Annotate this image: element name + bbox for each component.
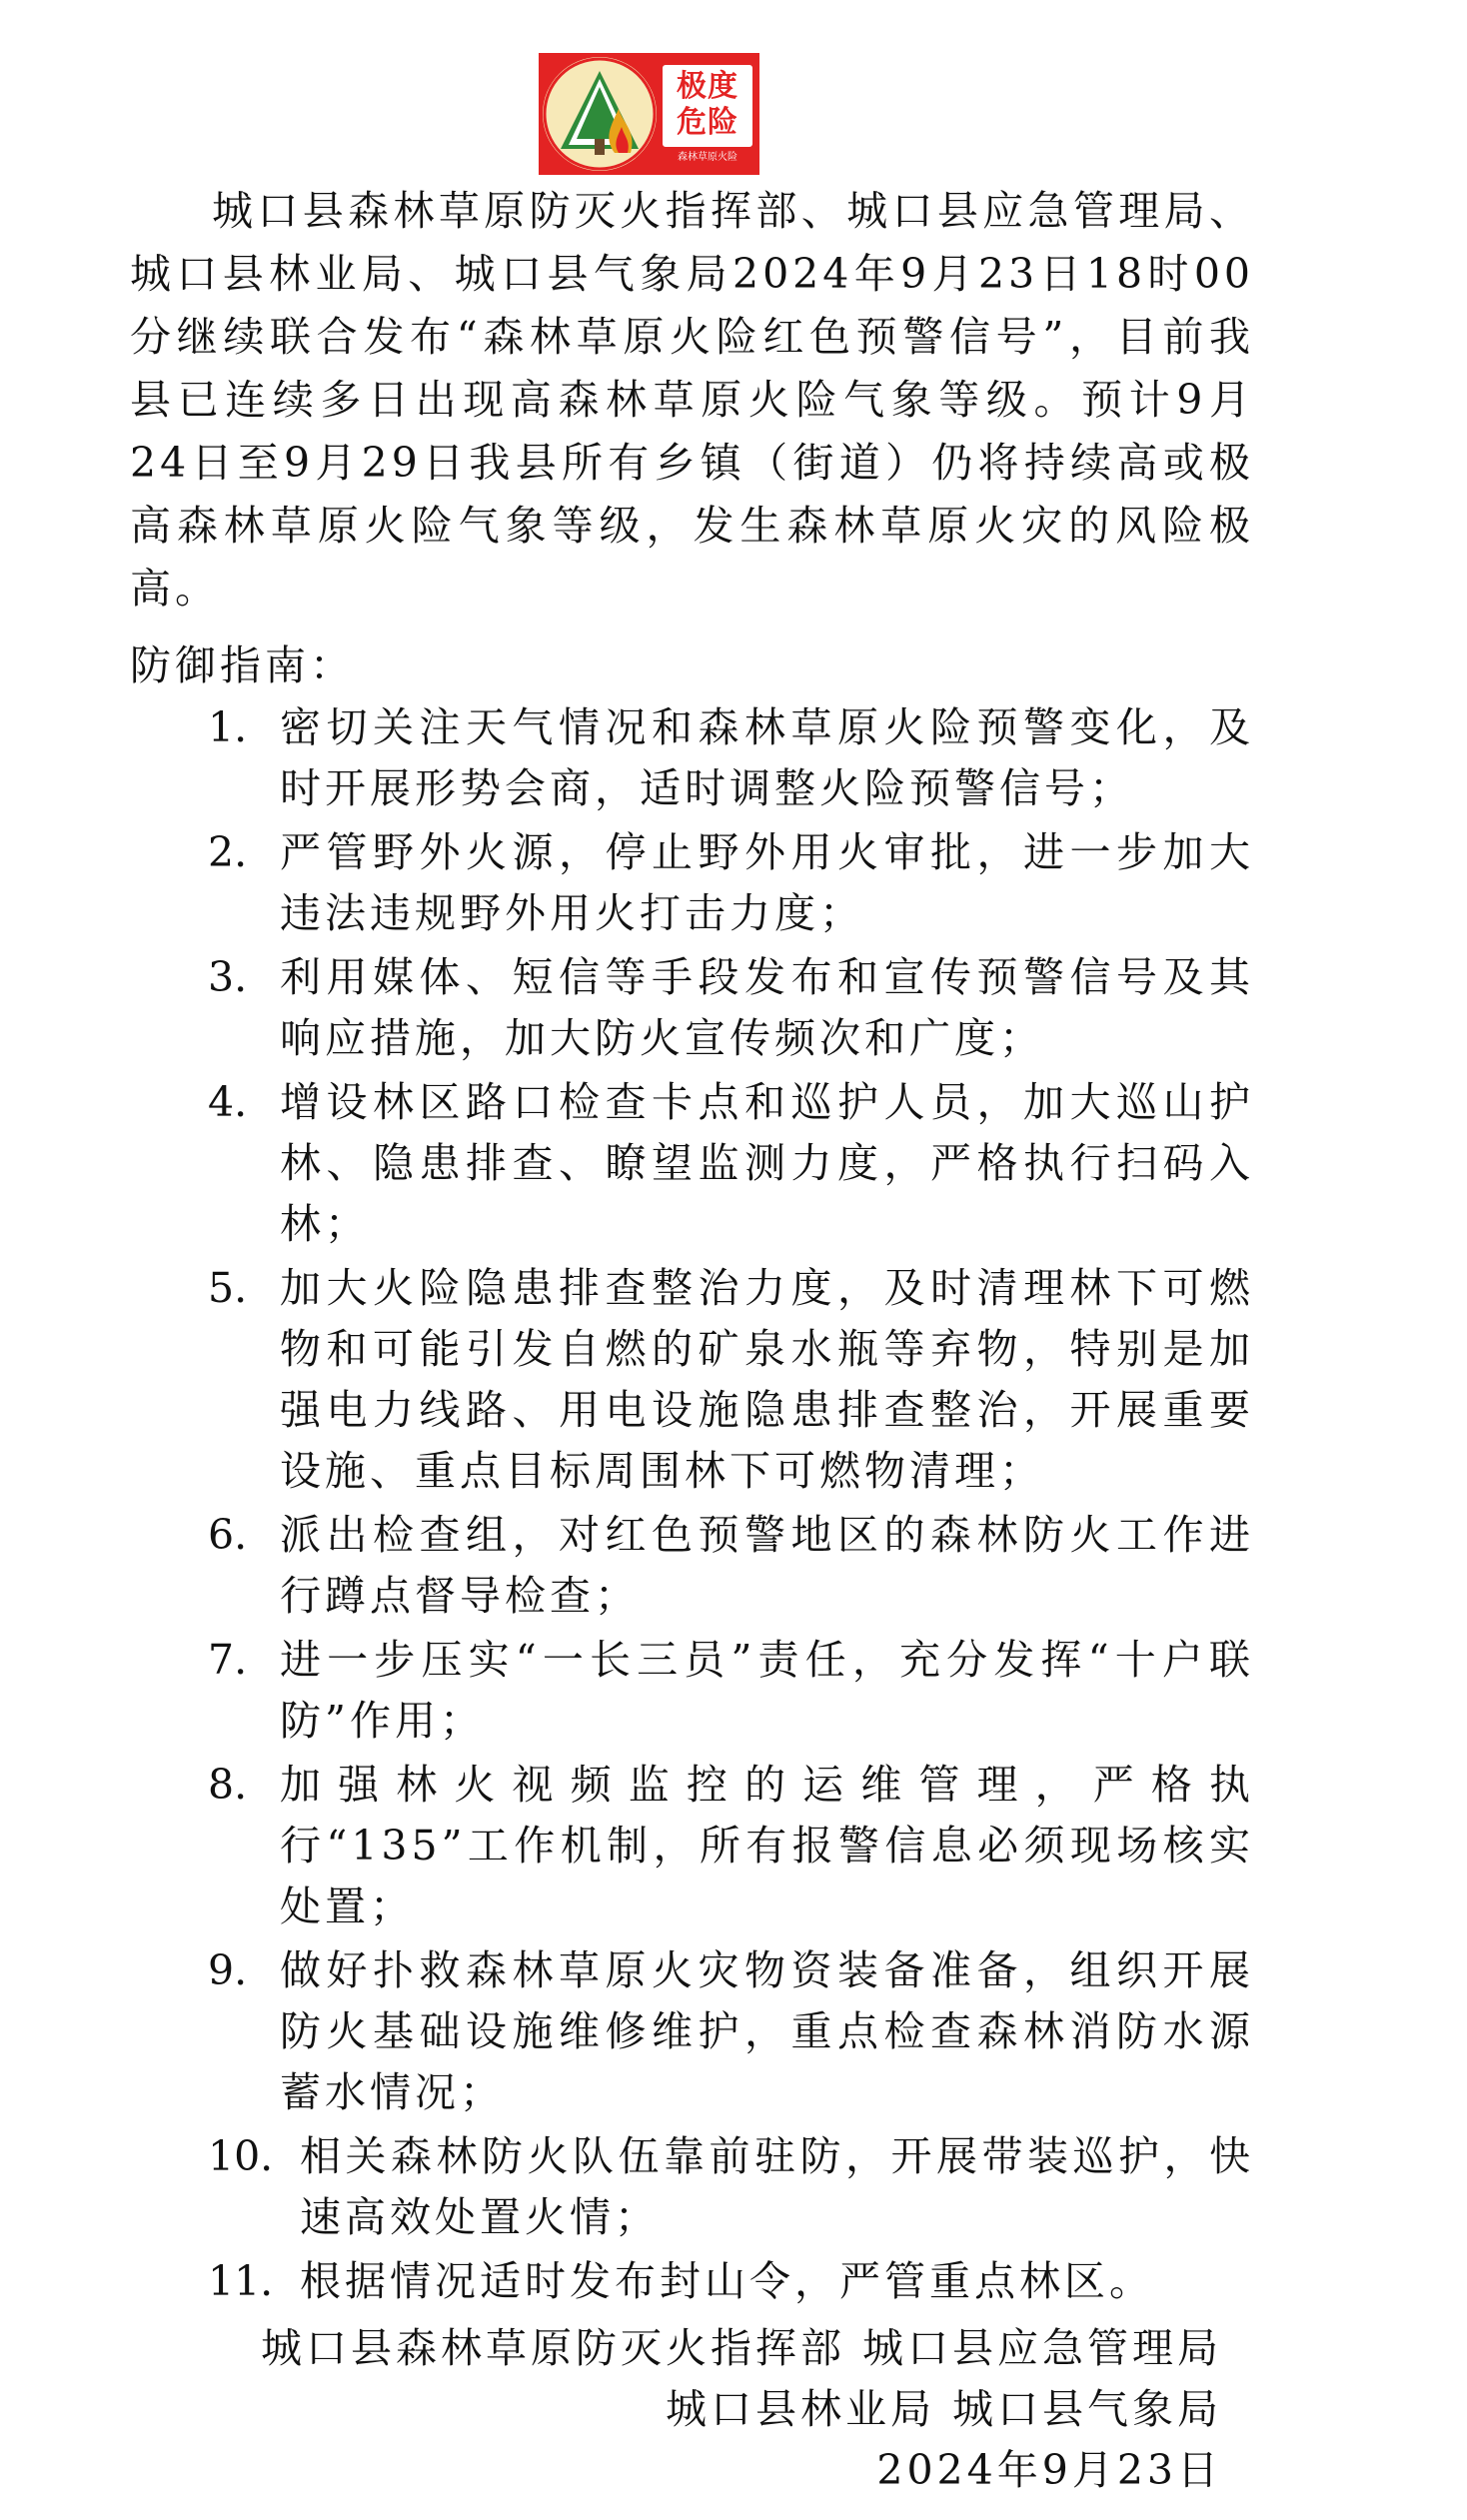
- list-item-number: 5.: [208, 1264, 248, 1312]
- list-item: [208, 697, 1254, 819]
- list-item: [208, 1072, 1254, 1255]
- list-item-text: 派出检查组，对红色预警地区的森林防火工作进行蹲点督导检查；: [280, 1511, 1254, 1620]
- forest-fire-emblem: [543, 57, 657, 171]
- list-item-text: 加大火险隐患排查整治力度，及时清理林下可燃物和可能引发自燃的矿泉水瓶等弃物，特别是加强电力线路、用电设施隐患排查整治，开展重要设施、重点目标周围林下可燃物清理；: [280, 1264, 1254, 1495]
- list-item: [208, 2126, 1254, 2248]
- list-item-number: 11.: [208, 2257, 274, 2305]
- list-item-number: 3.: [208, 953, 248, 1001]
- list-item-number: 2.: [208, 828, 248, 876]
- signature-line1: 城口县森林草原防灭火指挥部 城口县应急管理局: [260, 2324, 1222, 2372]
- list-item-number: 1.: [208, 703, 248, 751]
- intro-paragraph: 城口县森林草原防灭火指挥部、城口县应急管理局、城口县林业局、城口县气象局2024年9月23日18时00分继续联合发布“森林草原火险红色预警信号”，目前我县已连续多日出现高森林草原火险气象等级。预计9月24日至9月29日我县所有乡镇（街道）仍将持续高或极高森林草原火险气象等级，发生森林草原火灾的风险极高。: [130, 187, 1254, 613]
- signature-block: [261, 2318, 1222, 2501]
- list-item: [208, 1755, 1254, 1937]
- list-item: [208, 1505, 1254, 1627]
- list-item-text: 相关森林防火队伍靠前驻防，开展带装巡护，快速高效处置火情；: [300, 2132, 1254, 2241]
- list-item: [208, 2251, 1254, 2312]
- list-item: [208, 947, 1254, 1069]
- list-item-text: 利用媒体、短信等手段发布和宣传预警信号及其响应措施，加大防火宣传频次和广度；: [280, 953, 1254, 1062]
- guide-heading: 防御指南：: [130, 641, 355, 689]
- list-item-text: 加强林火视频监控的运维管理，严格执行“135”工作机制，所有报警信息必须现场核实处置；: [280, 1761, 1254, 1930]
- list-item: [208, 1258, 1254, 1502]
- list-item-text: 增设林区路口检查卡点和巡护人员，加大巡山护林、隐患排查、瞭望监测力度，严格执行扫码入林；: [280, 1078, 1254, 1248]
- fire-danger-logo: [539, 53, 759, 175]
- list-item: [208, 1630, 1254, 1752]
- list-item-text: 进一步压实“一长三员”责任，充分发挥“十户联防”作用；: [280, 1636, 1254, 1745]
- list-item-number: 8.: [208, 1761, 248, 1809]
- list-item-number: 7.: [208, 1636, 248, 1684]
- tree-flame-icon: [543, 57, 657, 171]
- logo-subtitle: 森林草原火险: [678, 152, 737, 163]
- danger-badge: [663, 65, 752, 147]
- list-item-text: 根据情况适时发布封山令，严管重点林区。: [300, 2257, 1154, 2305]
- list-item-number: 6.: [208, 1511, 248, 1559]
- list-item-number: 10.: [208, 2132, 274, 2180]
- signature-line2: 城口县林业局 城口县气象局: [665, 2385, 1222, 2433]
- guide-list: [208, 697, 1254, 2315]
- list-item-number: 4.: [208, 1078, 248, 1126]
- list-item-text: 密切关注天气情况和森林草原火险预警变化，及时开展形势会商，适时调整火险预警信号；: [280, 703, 1254, 812]
- list-item-text: 严管野外火源，停止野外用火审批，进一步加大违法违规野外用火打击力度；: [280, 828, 1254, 937]
- badge-text-line1: 极度: [677, 69, 738, 104]
- list-item: [208, 1940, 1254, 2123]
- list-item-text: 做好扑救森林草原火灾物资装备准备，组织开展防火基础设施维修维护，重点检查森林消防水源蓄水情况；: [280, 1946, 1254, 2116]
- badge-text-line2: 危险: [677, 105, 738, 140]
- list-item-number: 9.: [208, 1946, 248, 1994]
- list-item: [208, 822, 1254, 944]
- signature-date: 2024年9月23日: [876, 2446, 1222, 2494]
